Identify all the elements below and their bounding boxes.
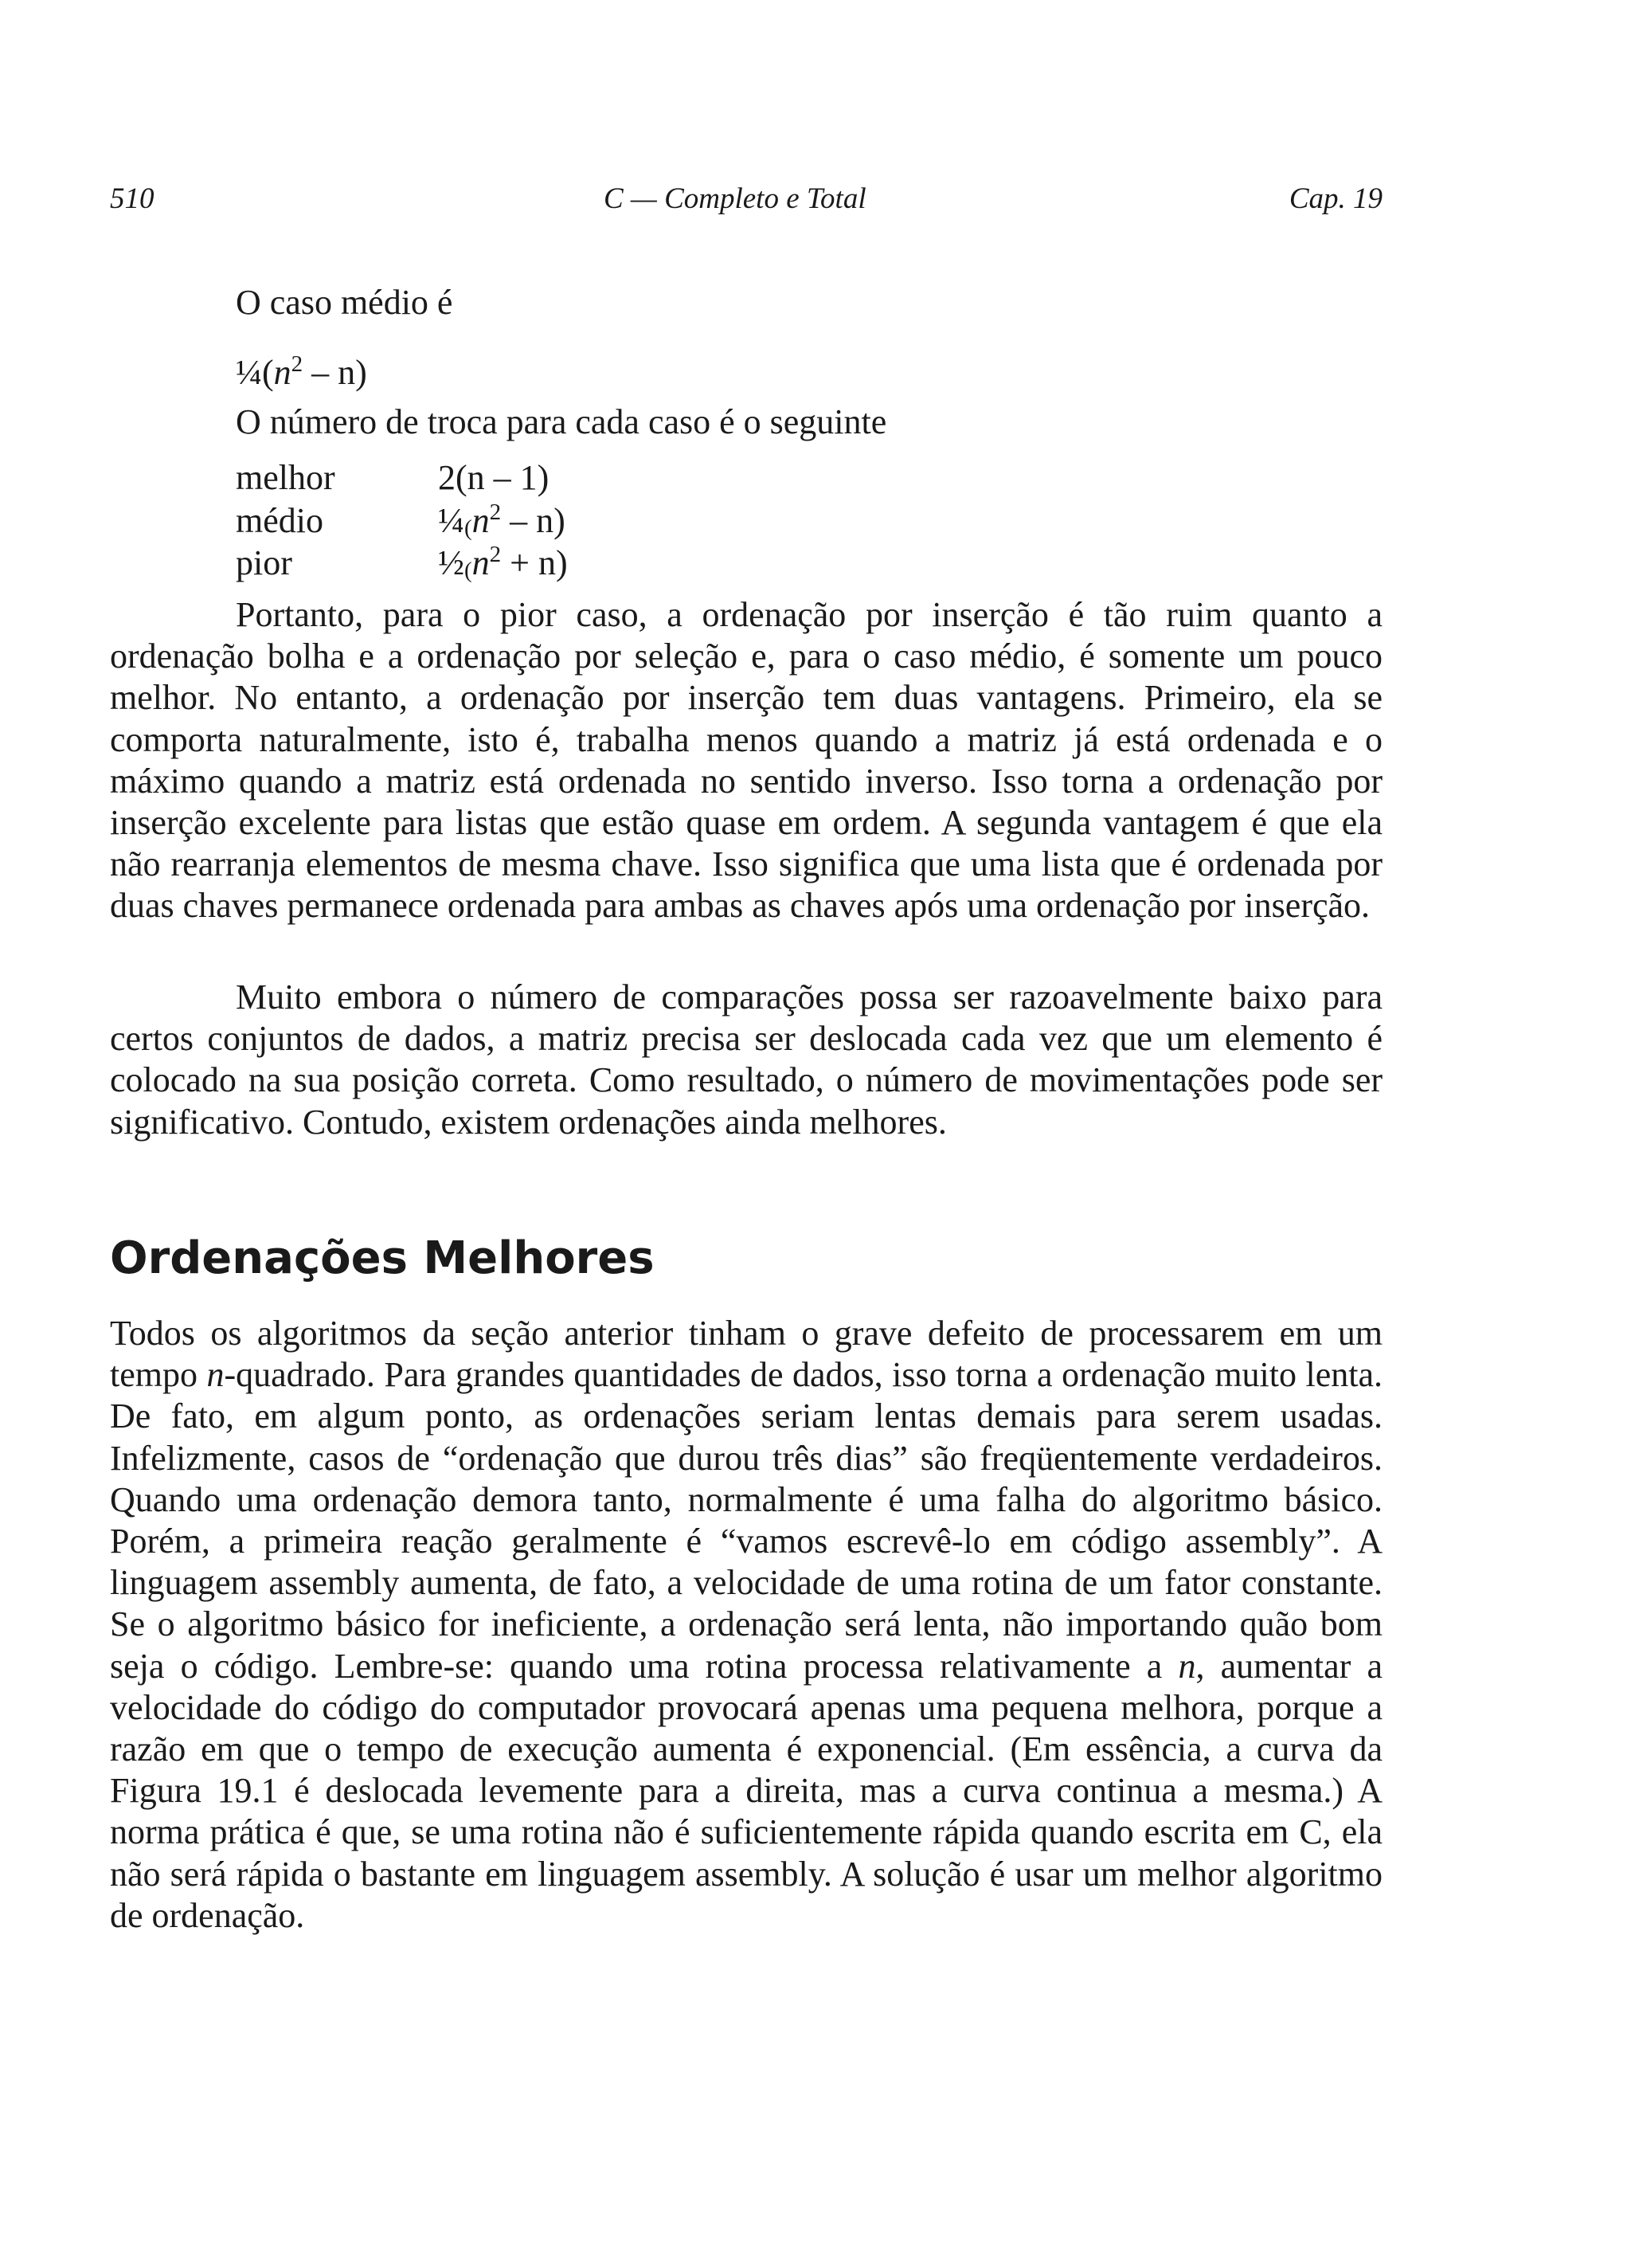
- chapter-label: Cap. 19: [1289, 182, 1383, 215]
- paragraph-text: Portanto, para o pior caso, a ordenação por inserção é tão ruim quanto a ordenação bolha e a ordenação por seleção e, para o caso médio, é somente um pouco melhor. No entanto, a ordenação por inserção tem duas vantagens. Primeiro, ela se comporta naturalmente, isto é, trabalha menos quando a matriz já está ordenada e o máximo quando a matriz está ordenada no sentido inverso. Isso torna a ordenação por inserção excelente para listas que estão quase em ordem. A segunda vantagem é que ela não rearranja elementos de mesma chave. Isso significa que uma lista que é ordenada por duas chaves permanece ordenada para ambas as chaves após uma ordenação por inserção.: [110, 595, 1383, 926]
- exchange-row-average: [236, 499, 952, 543]
- row-base: n: [471, 501, 490, 540]
- row-coefficient: ½: [438, 543, 464, 582]
- row-label: médio: [236, 501, 323, 540]
- running-head: [110, 182, 1383, 229]
- paragraph-text: Muito embora o número de comparações possa ser razoavelmente baixo para certos conjuntos de dados, a matriz precisa ser deslocada cada vez que um elemento é colocado na sua posição correta. Como resultado, o número de movimentações pode ser significativo. Contudo, existem ordenações ainda melhores.: [110, 977, 1383, 1142]
- body-paragraph-comparisons: [110, 977, 1383, 1143]
- row-label: melhor: [236, 458, 335, 497]
- row-exponent: 2: [489, 499, 502, 525]
- page-number: 510: [110, 182, 154, 215]
- italic-n: n: [206, 1355, 225, 1395]
- row-value: $\frac{1}{4}_(n^2 - n$): [438, 499, 565, 541]
- average-case-intro: O caso médio é: [236, 283, 453, 322]
- row-value: 2(n – 1): [438, 458, 550, 497]
- italic-n: n: [1178, 1646, 1196, 1686]
- body-paragraph-better-sorts: [110, 1313, 1383, 1937]
- formula-coefficient: ¼: [236, 353, 262, 392]
- row-rest: + n): [501, 543, 568, 582]
- formula-rest: – n): [303, 353, 367, 392]
- row-coefficient: ¼: [438, 501, 464, 540]
- row-exponent: 2: [489, 542, 502, 567]
- exchange-row-worst: [236, 542, 952, 586]
- row-base: n: [471, 543, 490, 582]
- formula-base: n: [273, 353, 291, 392]
- formula-open-paren: (: [262, 353, 274, 392]
- exchanges-intro: O número de troca para cada caso é o seguinte: [236, 402, 887, 441]
- average-case-formula: [236, 351, 367, 392]
- row-rest: – n): [501, 501, 565, 540]
- row-label: pior: [236, 543, 292, 582]
- body-paragraph-insertion-sort: [110, 594, 1383, 927]
- row-value: $\frac{1}{2}_(n^2 + n$): [438, 542, 568, 583]
- paragraph-text: Todos os algoritmos da seção anterior tinham o grave defeito de processarem em um tempo n-quadrado. Para grandes quantidades de dados, isso torna a ordenação muito lenta. De fato, em algum ponto, as ordenações seriam lentas demais para serem usadas. Infelizmente, casos de “ordenação que durou três dias” são freqüentemente verdadeiros. Quando uma ordenação demora tanto, normalmente é uma falha do algoritmo básico. Porém, a primeira reação geralmente é “vamos escrevê-lo em código assembly”. A linguagem assembly aumenta, de fato, a velocidade de uma rotina de um fator constante. Se o algoritmo básico for ineficiente, a ordenação será lenta, não importando quão bom seja o código. Lembre-se: quando uma rotina processa relativamente a n, aumentar a velocidade do código do computador provocará apenas uma pequena melhora, porque a razão em que o tempo de execução aumenta é exponencial. (Em essência, a curva da Figura 19.1 é deslocada levemente para a direita, mas a curva continua a mesma.) A norma prática é que, se uma rotina não é suficientemente rápida quando escrita em C, ela não será rápida o bastante em linguagem assembly. A solução é usar um melhor algoritmo de ordenação.: [110, 1314, 1383, 1935]
- exchange-row-best: [236, 460, 952, 500]
- section-heading: Ordenações Melhores: [110, 1232, 655, 1284]
- book-title: C — Completo e Total: [604, 182, 866, 215]
- formula-exponent: 2: [291, 351, 303, 377]
